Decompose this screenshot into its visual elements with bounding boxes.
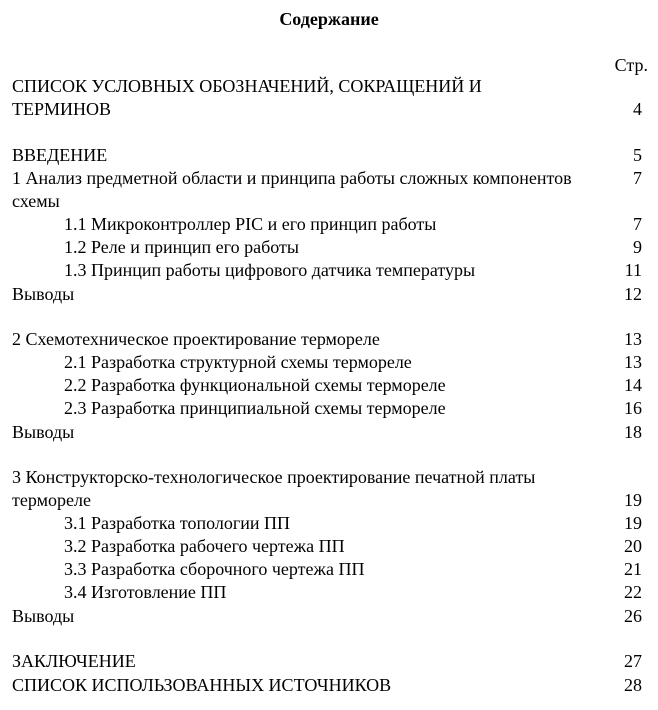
toc-entry-conclusions-2: [12, 421, 642, 444]
toc-entry-page: 13: [624, 352, 642, 372]
toc-entry-page: 11: [624, 260, 642, 280]
toc-entry-page: 14: [624, 375, 642, 395]
toc-entry-text: 3.2 Разработка рабочего чертежа ПП: [64, 536, 345, 556]
toc-entry-2-3: [12, 397, 642, 420]
toc-entry-text: 3.4 Изготовление ПП: [64, 582, 227, 602]
toc-entry-text: ВВЕДЕНИЕ: [12, 145, 108, 165]
toc-entry-3-2: [12, 535, 642, 558]
toc-entry-text: 2.1 Разработка структурной схемы термореле: [64, 352, 412, 372]
toc-entry-page: 20: [624, 536, 642, 556]
toc-entry-page: 7: [633, 168, 642, 188]
toc-title: Содержание: [279, 9, 379, 29]
toc-entry-page: 9: [633, 237, 642, 257]
toc-entry-text: 1.1 Микроконтроллер PIC и его принцип работы: [64, 214, 437, 234]
toc-entry-text: 3.1 Разработка топологии ПП: [64, 513, 291, 533]
toc-entry-chapter-3: [12, 466, 642, 512]
toc-entry-text: СПИСОК УСЛОВНЫХ ОБОЗНАЧЕНИЙ, СОКРАЩЕНИЙ И ТЕРМИНОВ: [12, 76, 482, 119]
toc-entry-page: 19: [624, 490, 642, 510]
toc-entry-final-conclusion: [12, 650, 642, 673]
toc-entry-page: 5: [633, 145, 642, 165]
toc-entry-1-3: [12, 259, 642, 282]
toc-entry-page: 7: [633, 214, 642, 234]
toc-entry-1-1: [12, 213, 642, 236]
toc-entry-symbols: [12, 75, 642, 121]
toc-entry-3-4: [12, 581, 642, 604]
toc-entry-page: 18: [624, 422, 642, 442]
toc-entry-page: 12: [624, 284, 642, 304]
toc-entry-page: 19: [624, 513, 642, 533]
toc-entry-conclusions-3: [12, 605, 642, 628]
toc-entry-introduction: [12, 144, 642, 167]
toc-entry-1-2: [12, 236, 642, 259]
page-column-header: Стр.: [614, 55, 648, 75]
toc-entry-text: 3.3 Разработка сборочного чертежа ПП: [64, 559, 365, 579]
toc-entry-text: 2.2 Разработка функциональной схемы термореле: [64, 375, 446, 395]
toc-entry-2-2: [12, 374, 642, 397]
toc-entry-3-1: [12, 512, 642, 535]
toc-entry-text: 2.3 Разработка принципиальной схемы термореле: [64, 398, 446, 418]
toc-entry-text: 1.3 Принцип работы цифрового датчика температуры: [64, 260, 476, 280]
toc-entry-text: 1 Анализ предметной области и принципа работы сложных компонентов схемы: [12, 168, 572, 211]
toc-entry-text: Выводы: [12, 422, 75, 442]
toc-entry-text: СПИСОК ИСПОЛЬЗОВАННЫХ ИСТОЧНИКОВ: [12, 675, 392, 695]
toc-entry-text: Выводы: [12, 284, 75, 304]
toc-entry-page: 21: [624, 559, 642, 579]
toc-entry-text: 1.2 Реле и принцип его работы: [64, 237, 299, 257]
toc-entry-text: 3 Конструкторско-технологическое проектирование печатной платы термореле: [12, 467, 536, 510]
toc-entry-page: 26: [624, 606, 642, 626]
toc-entry-conclusions-1: [12, 283, 642, 306]
toc-entry-text: Выводы: [12, 606, 75, 626]
toc-entry-page: 22: [624, 582, 642, 602]
toc-entry-chapter-1: [12, 167, 642, 213]
toc-entry-text: 2 Схемотехническое проектирование термореле: [12, 329, 380, 349]
toc-entry-chapter-2: [12, 328, 642, 351]
toc-entry-3-3: [12, 558, 642, 581]
toc-entry-page: 13: [624, 329, 642, 349]
toc-entry-page: 27: [624, 651, 642, 671]
toc-entry-page: 4: [633, 99, 642, 119]
toc-entry-text: ЗАКЛЮЧЕНИЕ: [12, 651, 136, 671]
toc-entry-2-1: [12, 351, 642, 374]
toc-entry-page: 16: [624, 398, 642, 418]
toc-entry-page: 28: [624, 675, 642, 695]
toc-entry-sources: [12, 674, 642, 697]
